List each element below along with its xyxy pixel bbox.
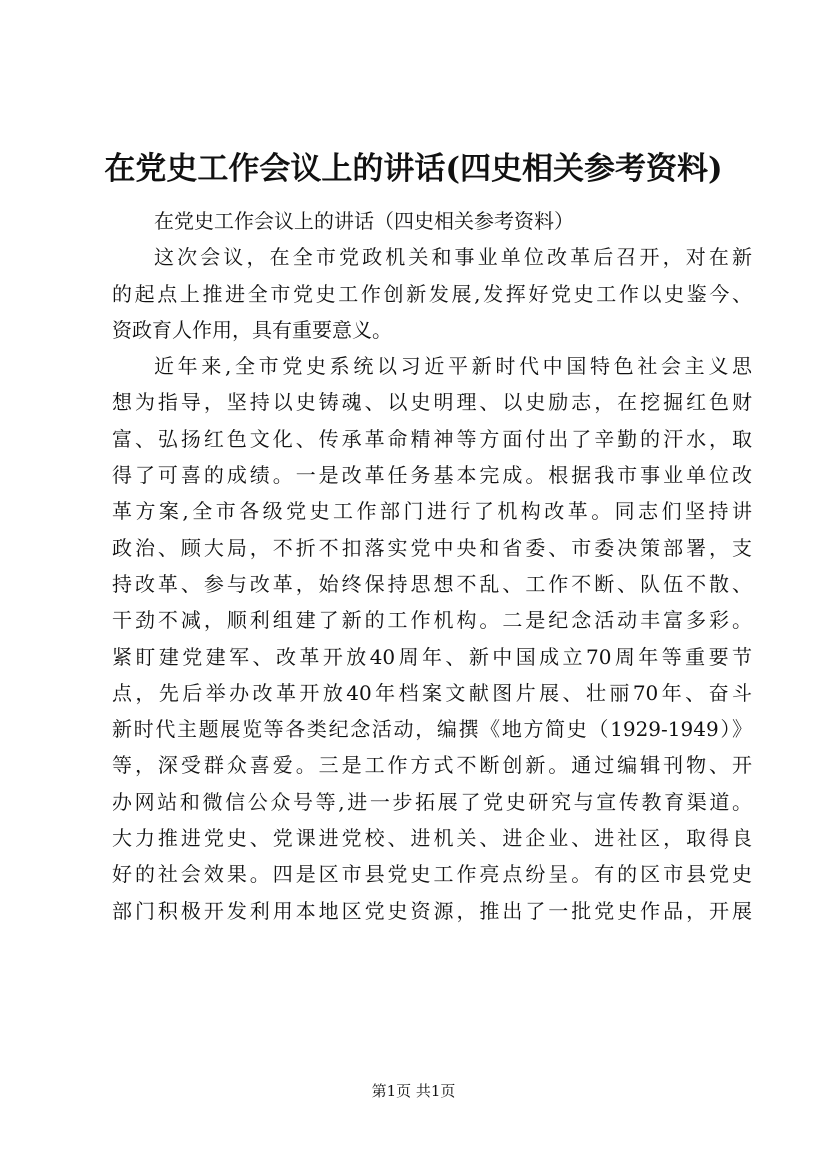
document-body xyxy=(112,203,752,929)
document-title: 在党史工作会议上的讲话(四史相关参考资料) xyxy=(104,151,723,187)
paragraph-1-line-2: 的起点上推进全市党史工作创新发展,发挥好党史工作以史鉴今、 xyxy=(112,281,752,306)
paragraph-2-line-7: 持改革、参与改革，始终保持思想不乱、工作不断、队伍不散、 xyxy=(112,571,752,596)
paragraph-2-line-9: 紧盯建党建军、改革开放40周年、新中国成立70周年等重要节 xyxy=(112,644,752,669)
paragraph-2-line-10: 点，先后举办改革开放40年档案文献图片展、壮丽70年、奋斗 xyxy=(112,680,752,705)
paragraph-2-line-15: 好的社会效果。四是区市县党史工作亮点纷呈。有的区市县党史 xyxy=(112,862,752,887)
paragraph-2-line-1: 近年来,全市党史系统以习近平新时代中国特色社会主义思 xyxy=(154,354,752,379)
page-number-footer: 第1页 共1页 xyxy=(371,1082,456,1100)
paragraph-2-line-12: 等，深受群众喜爱。三是工作方式不断创新。通过编辑刊物、开 xyxy=(112,753,752,778)
paragraph-2-line-5: 革方案,全市各级党史工作部门进行了机构改革。同志们坚持讲 xyxy=(112,499,752,524)
paragraph-2-line-6: 政治、顾大局，不折不扣落实党中央和省委、市委决策部署，支 xyxy=(112,535,752,560)
paragraph-2-line-8: 干劲不减，顺利组建了新的工作机构。二是纪念活动丰富多彩。 xyxy=(112,608,752,633)
paragraph-1-line-3: 资政育人作用，具有重要意义。 xyxy=(112,317,392,342)
paragraph-2-line-16: 部门积极开发利用本地区党史资源，推出了一批党史作品，开展 xyxy=(112,898,752,923)
paragraph-2-line-11: 新时代主题展览等各类纪念活动，编撰《地方简史（1929-1949）》 xyxy=(112,717,752,742)
paragraph-2-line-3: 富、弘扬红色文化、传承革命精神等方面付出了辛勤的汗水，取 xyxy=(112,426,752,451)
paragraph-2-line-13: 办网站和微信公众号等,进一步拓展了党史研究与宣传教育渠道。 xyxy=(112,789,752,814)
paragraph-2-line-4: 得了可喜的成绩。一是改革任务基本完成。根据我市事业单位改 xyxy=(112,463,752,488)
paragraph-2-line-2: 想为指导，坚持以史铸魂、以史明理、以史励志，在挖掘红色财 xyxy=(112,390,752,415)
paragraph-1-line-1: 这次会议，在全市党政机关和事业单位改革后召开，对在新 xyxy=(154,245,752,270)
paragraph-2-line-14: 大力推进党史、党课进党校、进机关、进企业、进社区，取得良 xyxy=(112,826,752,851)
document-subtitle: 在党史工作会议上的讲话（四史相关参考资料） xyxy=(154,209,574,233)
